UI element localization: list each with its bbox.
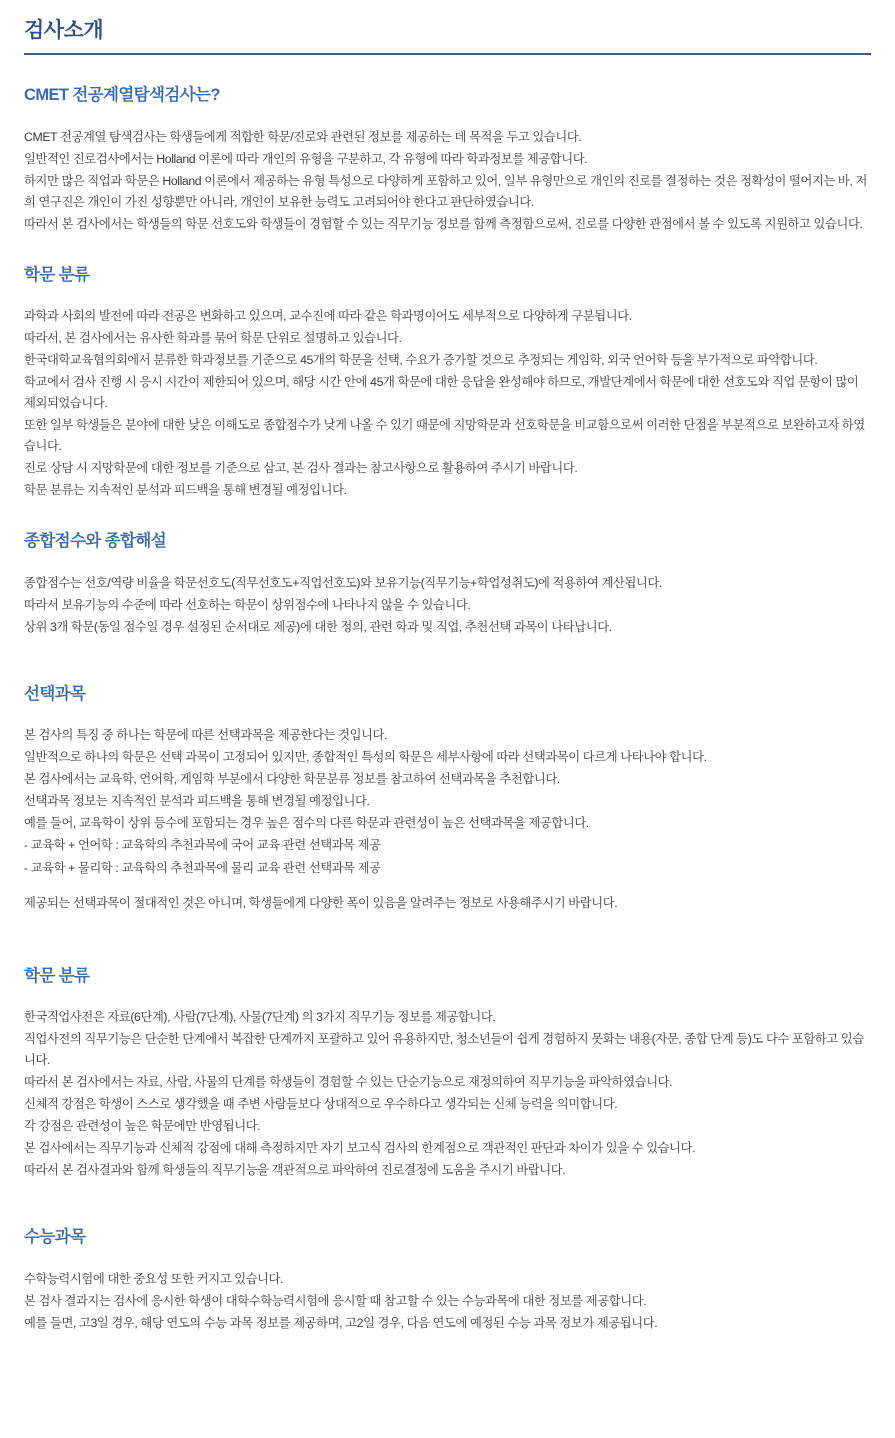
body-line: 진로 상담 시 지망학문에 대한 정보를 기준으로 삼고, 본 검사 결과는 참고사항으로 활용하여 주시기 바랍니다.: [24, 461, 578, 476]
body-line: 본 검사에서는 교육학, 언어학, 게임학 부분에서 다양한 학문분류 정보를 참고하여 선택과목을 추천합니다.: [24, 771, 560, 786]
body-line: 하지만 많은 직업과 학문은 Holland 이론에서 제공하는 유형 특성으로 다양하게 포함하고 있어, 일부 유형만으로 개인의 진로를 결정하는 것은 정확성이 떨어지는 바, 저희 연구진은 개인이 가진 성향뿐만 아니라, 개인이 보유한 능력도 고려되어야 한다고 판단하였습니다.: [24, 173, 867, 209]
section-heading: 수능과목: [24, 1228, 86, 1247]
body-line: 일반적으로 하나의 학문은 선택 과목이 고정되어 있지만, 종합적인 특성의 학문은 세부사항에 따라 선택과목이 다르게 나타나야 합니다.: [24, 749, 707, 764]
body-line: 본 검사 결과지는 검사에 응시한 학생이 대학수학능력시험에 응시할 때 참고할 수 있는 수능과목에 대한 정보를 제공합니다.: [24, 1293, 647, 1308]
section-body: [24, 127, 871, 235]
body-line: 학교에서 검사 진행 시 응시 시간이 제한되어 있으며, 해당 시간 안에 45개 학문에 대한 응답을 완성해야 하므로, 개발단계에서 학문에 대한 선호도와 직업 문항이 많이 제외되었습니다.: [24, 375, 859, 411]
section-suneung-subjects: [24, 1227, 871, 1333]
section-heading: 학문 분류: [24, 966, 90, 985]
body-line: 과학과 사회의 발전에 따라 전공은 변화하고 있으며, 교수진에 따라 같은 학과명이어도 세부적으로 다양하게 구분됩니다.: [24, 309, 632, 324]
body-line: 또한 일부 학생들은 분야에 대한 낮은 이해도로 종합점수가 낮게 나올 수 있기 때문에 지망학문과 선호학문을 비교함으로써 이러한 단점을 부분적으로 보완하고자 하였습니다.: [24, 418, 865, 454]
section-job-functions: [24, 966, 871, 1181]
body-line: 한국직업사전은 자료(6단계), 사람(7단계), 사물(7단계) 의 3가지 직무기능 정보를 제공합니다.: [24, 1010, 496, 1025]
body-line: 한국대학교육협의회에서 분류한 학과정보를 기준으로 45개의 학문을 선택, 수요가 증가할 것으로 추정되는 게임학, 외국 언어학 등을 부가적으로 파악합니다.: [24, 353, 818, 368]
body-bullet: - 교육학 + 물리학 : 교육학의 추천과목에 물리 교육 관련 선택과목 제공: [24, 860, 381, 875]
page-title: 검사소개: [24, 19, 104, 42]
body-line: 따라서 본 검사에서는 학생들의 학문 선호도와 학생들이 경험할 수 있는 직무기능 정보를 함께 측정함으로써, 진로를 다양한 관점에서 볼 수 있도록 지원하고 있습니다.: [24, 216, 863, 231]
section-heading: 선택과목: [24, 684, 86, 703]
body-line: 상위 3개 학문(동일 점수일 경우 설정된 순서대로 제공)에 대한 정의, 관련 학과 및 직업, 추천선택 과목이 나타납니다.: [24, 619, 612, 634]
body-line: 종합점수는 선호/역량 비율을 학문선호도(직무선호도+직업선호도)와 보유기능(직무기능+학업성취도)에 적용하여 계산됩니다.: [24, 575, 662, 590]
section-elective-subjects: [24, 684, 871, 914]
body-line: 제공되는 선택과목이 절대적인 것은 아니며, 학생들에게 다양한 폭이 있음을 알려주는 정보로 사용해주시기 바랍니다.: [24, 895, 618, 910]
body-line: 본 검사에서는 직무기능과 신체적 강점에 대해 측정하지만 자기 보고식 검사의 한계점으로 객관적인 판단과 차이가 있을 수 있습니다.: [24, 1141, 696, 1156]
section-body: [24, 1007, 871, 1181]
body-line: 본 검사의 특징 중 하나는 학문에 따른 선택과목을 제공한다는 것입니다.: [24, 727, 388, 742]
page-title-block: [24, 0, 871, 55]
body-line: 따라서, 본 검사에서는 유사한 학과를 묶어 학문 단위로 설명하고 있습니다.: [24, 331, 402, 346]
section-cmet-intro: [24, 85, 871, 234]
body-line: 수학능력시험에 대한 중요성 또한 커지고 있습니다.: [24, 1271, 284, 1286]
section-body: [24, 573, 871, 638]
body-line: 각 강점은 관련성이 높은 학문에만 반영됩니다.: [24, 1119, 261, 1134]
section-heading: 학문 분류: [24, 265, 90, 284]
section-body: [24, 725, 871, 914]
body-line: 일반적인 진로검사에서는 Holland 이론에 따라 개인의 유형을 구분하고, 각 유형에 따라 학과정보를 제공합니다.: [24, 151, 588, 166]
body-line: 신체적 강점은 학생이 스스로 생각했을 때 주변 사람들보다 상대적으로 우수하다고 생각되는 신체 능력을 의미합니다.: [24, 1097, 618, 1112]
section-academic-classification: [24, 265, 871, 501]
section-heading: CMET 전공계열탐색검사는?: [24, 86, 220, 105]
body-line: 학문 분류는 지속적인 분석과 피드백을 통해 변경될 예정입니다.: [24, 483, 347, 498]
section-total-score: [24, 531, 871, 637]
body-bullet: - 교육학 + 언어학 : 교육학의 추천과목에 국어 교육 관련 선택과목 제공: [24, 837, 381, 852]
body-line: 따라서 본 검사결과와 함께 학생들의 직무기능을 객관적으로 파악하여 진로결정에 도움을 주시기 바랍니다.: [24, 1163, 566, 1178]
body-line: 따라서 본 검사에서는 자료, 사람, 사물의 단계를 학생들이 경험할 수 있는 단순기능으로 재정의하여 직무기능을 파악하였습니다.: [24, 1075, 673, 1090]
section-heading: 종합점수와 종합해설: [24, 532, 167, 551]
body-line: 선택과목 정보는 지속적인 분석과 피드백을 통해 변경될 예정입니다.: [24, 793, 370, 808]
body-line: 직업사전의 직무기능은 단순한 단계에서 복잡한 단계까지 포괄하고 있어 유용하지만, 청소년들이 쉽게 경험하지 못화는 내용(자문, 종합 단계 등)도 다수 포함하고 있습니다.: [24, 1032, 864, 1068]
body-line: CMET 전공계열 탐색검사는 학생들에게 적합한 학문/진로와 관련된 정보를 제공하는 데 목적을 두고 있습니다.: [24, 129, 582, 144]
body-line: 예를 들어, 교육학이 상위 등수에 포함되는 경우 높은 점수의 다른 학문과 관련성이 높은 선택과목을 제공합니다.: [24, 815, 589, 830]
body-line: 예를 들면, 고3일 경우, 해당 연도의 수능 과목 정보를 제공하며, 고2일 경우, 다음 연도에 예정된 수능 과목 정보가 제공됩니다.: [24, 1315, 658, 1330]
body-line: 따라서 보유기능의 수준에 따라 선호하는 학문이 상위점수에 나타나지 않을 수 있습니다.: [24, 597, 471, 612]
section-body: [24, 306, 871, 501]
section-body: [24, 1269, 871, 1334]
